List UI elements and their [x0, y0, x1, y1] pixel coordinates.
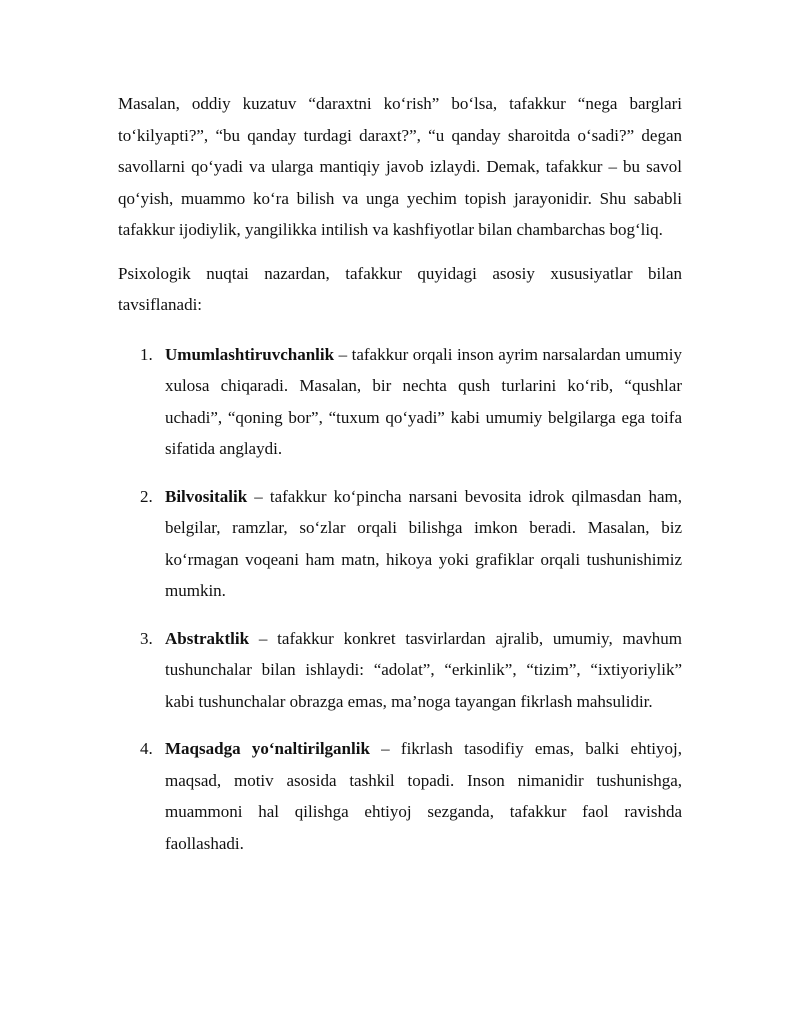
list-item: [118, 733, 682, 859]
list-item-term: Abstraktlik: [165, 628, 250, 648]
lead-paragraph: Psixologik nuqtai nazardan, tafakkur quyidagi asosiy xususiyatlar bilan tavsiflanadi:: [118, 263, 682, 314]
list-item-text: – tafakkur orqali inson ayrim narsalardan umumiy xulosa chiqaradi. Masalan, bir nechta qush turlarini ko‘rib, “qushlar uchadi”, “qoning bor”, “tuxum qo‘yadi” kabi umumiy belgilarga ega toifa sifatida anglaydi.: [165, 344, 682, 458]
list-item-term: Maqsadga yo‘naltirilganlik: [165, 739, 370, 758]
list-item-number: 4.: [140, 739, 153, 758]
list-item-number: 1.: [140, 344, 153, 364]
list-item-term: Umumlashtiruvchanlik: [165, 344, 335, 364]
list-item: [118, 339, 682, 465]
document-page: [118, 88, 682, 875]
list-item-text: – tafakkur ko‘pincha narsani bevosita idrok qilmasdan ham, belgilar, ramzlar, so‘zlar orqali bilishga imkon beradi. Masalan, biz ko‘rmagan voqeani ham matn, hikoya yoki grafiklar orqali tushunishimiz mumkin.: [165, 486, 682, 600]
list-item: [118, 623, 682, 718]
list-item-term: Bilvositalik: [165, 486, 248, 506]
list-item-text: – fikrlash tasodifiy emas, balki ehtiyoj, maqsad, motiv asosida tashkil topadi. Inson nimanidir tushunishga, muammoni hal qilishga ehtiyoj sezganda, tafakkur faol ravishda faollashadi.: [165, 739, 683, 853]
intro-paragraph: Masalan, oddiy kuzatuv “daraxtni ko‘rish” bo‘lsa, tafakkur “nega barglari to‘kilyapti?”, “bu qanday turdagi daraxt?”, “u qanday sharoitda o‘sadi?” degan savollarni qo‘yadi va ularga mantiqiy javob izlaydi. Demak, tafakkur – bu savol qo‘yish, muammo ko‘ra bilish va unga yechim topish jarayonidir. Shu sababli tafakkur ijodiylik, yangilikka intilish va kashfiyotlar bilan chambarchas bog‘liq.: [118, 94, 682, 239]
list-item: [118, 481, 682, 607]
list-item-number: 2.: [140, 486, 153, 506]
properties-list: [118, 339, 682, 860]
list-item-text: – tafakkur konkret tasvirlardan ajralib, umumiy, mavhum tushunchalar bilan ishlaydi: “adolat”, “erkinlik”, “tizim”, “ixtiyoriylik” kabi tushunchalar obrazga emas, ma’noga tayangan fikrlash mahsulidir.: [165, 628, 682, 711]
list-item-number: 3.: [140, 628, 153, 648]
